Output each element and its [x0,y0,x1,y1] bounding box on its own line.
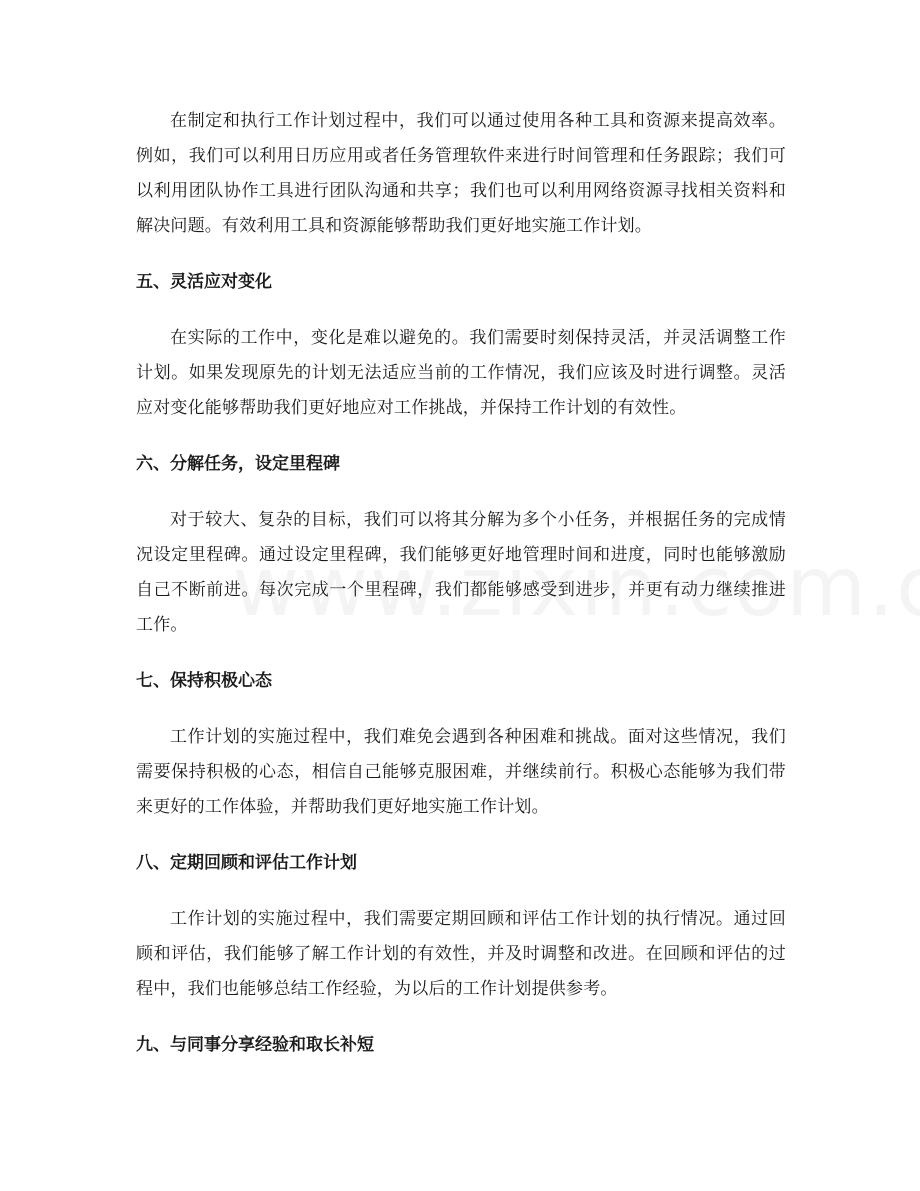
heading-section-7: 七、保持积极心态 [136,671,272,691]
paragraph-tools-resources: 在制定和执行工作计划过程中，我们可以通过使用各种工具和资源来提高效率。例如，我们可以利用日历应用或者任务管理软件来进行时间管理和任务跟踪；我们可以利用团队协作工具进行团队沟通和共享；我们也可以利用网络资源寻找相关资料和解决问题。有效利用工具和资源能够帮助我们更好地实施工作计划。 [136,111,786,236]
paragraph-section-5: 在实际的工作中，变化是难以避免的。我们需要时刻保持灵活，并灵活调整工作计划。如果发现原先的计划无法适应当前的工作情况，我们应该及时进行调整。灵活应对变化能够帮助我们更好地应对工作挑战，并保持工作计划的有效性。 [136,328,786,418]
paragraph-section-7: 工作计划的实施过程中，我们难免会遇到各种困难和挑战。面对这些情况，我们需要保持积极的心态，相信自己能够克服困难，并继续前行。积极心态能够为我们带来更好的工作体验，并帮助我们更好地实施工作计划。 [136,727,786,817]
heading-section-9: 九、与同事分享经验和取长补短 [136,1035,374,1055]
heading-section-5: 五、灵活应对变化 [136,272,272,292]
document-body [136,104,786,1063]
heading-section-6: 六、分解任务，设定里程碑 [136,454,340,474]
heading-section-8: 八、定期回顾和评估工作计划 [136,853,357,873]
paragraph-section-8: 工作计划的实施过程中，我们需要定期回顾和评估工作计划的执行情况。通过回顾和评估，我们能够了解工作计划的有效性，并及时调整和改进。在回顾和评估的过程中，我们也能够总结工作经验，为以后的工作计划提供参考。 [136,909,786,999]
paragraph-section-6: 对于较大、复杂的目标，我们可以将其分解为多个小任务，并根据任务的完成情况设定里程碑。通过设定里程碑，我们能够更好地管理时间和进度，同时也能够激励自己不断前进。每次完成一个里程碑，我们都能够感受到进步，并更有动力继续推进工作。 [136,510,786,635]
